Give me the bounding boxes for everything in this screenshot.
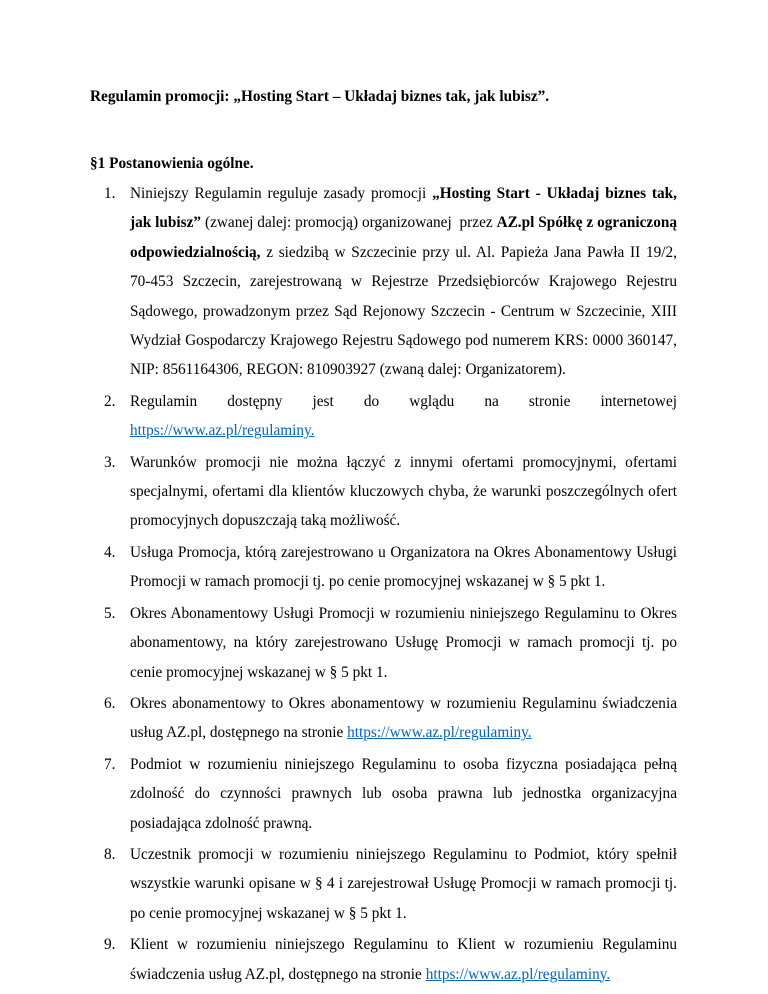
item-number: 2. <box>104 392 116 410</box>
item-number: 7. <box>104 755 116 773</box>
regulations-link[interactable]: https://www.az.pl/regulaminy. <box>347 724 532 742</box>
item-number: 5. <box>104 604 116 622</box>
list-item-3 <box>104 448 677 536</box>
item-number: 8. <box>104 845 116 863</box>
list-item-1 <box>104 179 681 385</box>
list-item-4 <box>104 538 677 597</box>
item-text: Regulamin dostępny jest do wglądu na stronie internetowej <box>130 392 677 410</box>
item-text: Usługa Promocja, którą zarejestrowano u Organizatora na Okres Abonamentowy Usługi Promocji w ramach promocji tj. po cenie promocyjnej wskazanej w § 5 pkt 1. <box>130 543 677 591</box>
item-text: Okres abonamentowy to Okres abonamentowy w rozumieniu Regulaminu świadczenia usług AZ.pl, dostępnego na stronie <box>130 694 681 742</box>
item-number: 6. <box>104 694 116 712</box>
list-item-5 <box>104 599 677 687</box>
item-number: 4. <box>104 543 116 561</box>
item-number: 1. <box>104 185 116 202</box>
item-text: Uczestnik promocji w rozumieniu niniejszego Regulaminu to Podmiot, który spełnił wszystkie warunki opisane w § 4 i zarejestrował Usługę Promocji w ramach promocji tj. po cenie promocyjnej wskazanej w § 5 pkt 1. <box>130 845 677 922</box>
regulations-link[interactable]: https://www.az.pl/regulaminy. <box>425 965 611 983</box>
item-text: Warunków promocji nie można łączyć z innymi ofertami promocyjnymi, ofertami specjalnymi, ofertami dla klientów kluczowych chyba, że warunki poszczególnych ofert promocyjnych dopuszczają taką możliwość. <box>130 453 677 530</box>
promotion-name: „Hosting Start - Układaj biznes tak, jak lubisz” <box>130 185 681 232</box>
organizer-name: AZ.pl Spółkę z ograniczoną odpowiedzialnością, <box>130 214 681 261</box>
list-item-8 <box>104 840 677 928</box>
regulations-link[interactable]: https://www.az.pl/regulaminy. <box>130 422 315 440</box>
list-item-9 <box>104 930 681 989</box>
item-number: 9. <box>104 936 116 954</box>
item-text: Niniejszy Regulamin reguluje zasady promocji <box>130 185 433 202</box>
provisions-list <box>104 179 681 991</box>
item-number: 3. <box>104 453 116 471</box>
item-text: z siedzibą w Szczecinie przy ul. Al. Papieża Jana Pawła II 19/2, 70-453 Szczecin, zarejestrowaną w Rejestrze Przedsiębiorców Krajowego Rejestru Sądowego, prowadzonym przez Sąd Rejonowy Szczecin - Centrum w Szczecinie, XIII Wydział Gospodarczy Krajowego Rejestru Sądowego pod numerem KRS: 0000 360147, NIP: 8561164306, REGON: 810903927 (zwaną dalej: Organizatorem). <box>130 243 681 379</box>
item-text: Okres Abonamentowy Usługi Promocji w rozumieniu niniejszego Regulaminu to Okres abonamentowy, na który zarejestrowano Usługę Promocji w ramach promocji tj. po cenie promocyjnej wskazanej w § 5 pkt 1. <box>130 604 677 681</box>
item-text: Podmiot w rozumieniu niniejszego Regulaminu to osoba fizyczna posiadająca pełną zdolność do czynności prawnych lub osoba prawna lub jednostka organizacyjna posiadająca zdolność prawną. <box>130 755 677 832</box>
document-title: Regulamin promocji: „Hosting Start – Układaj biznes tak, jak lubisz”. <box>90 88 550 105</box>
item-text: Klient w rozumieniu niniejszego Regulaminu to Klient w rozumieniu Regulaminu świadczenia usług AZ.pl, dostępnego na stronie <box>130 936 681 983</box>
section-heading: §1 Postanowienia ogólne. <box>90 155 254 172</box>
list-item-7 <box>104 750 677 838</box>
list-item-6 <box>104 689 681 748</box>
item-text: (zwanej dalej: promocją) organizowanej przez <box>201 214 497 232</box>
list-item-2 <box>104 387 677 446</box>
